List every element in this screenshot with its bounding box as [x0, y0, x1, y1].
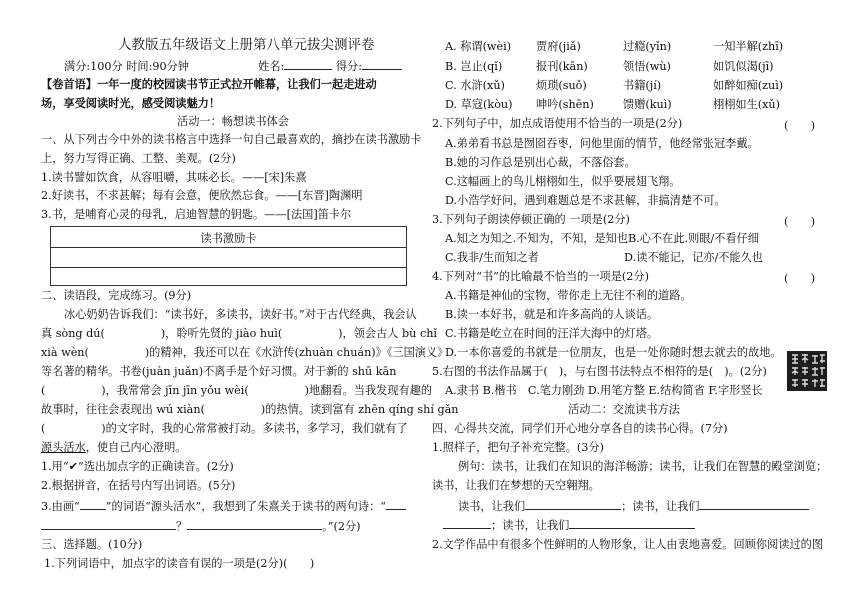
passage-line-6: 故事时，往往会表现出 wú xiàn( )的热情。读到富有 zhēn qíng shí gǎn: [41, 403, 459, 416]
right-q2-d: D.小浩学好问，遇到难题总是不求甚解，非搞清楚不可。: [445, 194, 726, 207]
passage-line-1: 冰心奶奶告诉我们：“读书好，多读书，读好书。”对于古代经典，我会认: [64, 308, 417, 321]
option-a-3: 过瘾(yǐn): [623, 40, 672, 53]
sub1-suffix: ”选出加点字的正确读音。(2分): [77, 460, 234, 473]
grade-field[interactable]: [362, 58, 402, 70]
option-a: [445, 40, 511, 54]
fill-blank-4[interactable]: [569, 517, 695, 529]
right-q4-d: D.一本你喜爱的书就是一位朋友，也是一处你随时想去就去的故地。: [445, 346, 782, 359]
preface-line-1: [41, 77, 377, 91]
fill-line-2: [443, 517, 695, 533]
reading-motivation-card: [50, 226, 407, 286]
right-q3-ab: A.知之为知之.不知为，不知，是知也B.心不在此.则眼/不看仔细: [445, 232, 759, 245]
exam-meta: [64, 58, 402, 74]
quote-3: 3.书，是哺育心灵的母乳，启迪智慧的钥匙。——[法国]笛卡尔: [41, 208, 352, 221]
card-line: [51, 247, 406, 248]
q4-heading: 四、心得共交流，同学们开心地分享各自的读书心得。(7分): [432, 422, 728, 435]
underlined-phrase: 源头活水: [41, 441, 86, 454]
right-q5-options: A.隶书 B.楷书 C.笔力刚劲 D.用笔方整 E.结构简省 F.字形竖长: [445, 384, 763, 397]
fill-2-label: ；读书，让我们: [621, 500, 700, 513]
fill-line-1: [458, 498, 809, 514]
grade-label: 得分:: [335, 60, 362, 73]
option-d-2: 呻吟(shēn): [536, 98, 594, 111]
sub3-text: ”的词语“源头活水”，我想到了朱熹关于读书的两句诗：“: [105, 500, 386, 513]
option-c-1: C. 水浒(xǔ): [445, 79, 505, 92]
right-q4-b: B.读一本好书，就是和许多高尚的人谈话。: [445, 308, 659, 321]
q2-sub-3: [41, 498, 406, 514]
right-q2: 2.下列句子中，加点成语使用不恰当的一项是(2分): [432, 117, 683, 130]
poem-blank-1[interactable]: [386, 498, 406, 510]
sub1-prefix: 1.用“: [41, 460, 69, 473]
quote-1: 1.读书譬如饮食，从容咀嚼，其味必长。——[宋]朱熹: [41, 171, 307, 184]
activity-2-heading: 活动二：交流读书方法: [568, 403, 680, 416]
q4-sub-1: 1.照样子，把句子补充完整。(3分): [432, 441, 604, 454]
poem-blank-3[interactable]: [187, 518, 322, 530]
right-q3-d: D.读不能记，记亦/不能久也: [624, 251, 763, 264]
answer-paren-q2[interactable]: ( ): [784, 119, 816, 132]
option-d-3: 馈赠(kuì): [623, 98, 672, 111]
sub3-prefix: 3.由画“: [41, 500, 80, 513]
option-c-3: 书籍(jí): [623, 79, 662, 92]
answer-paren-q3[interactable]: ( ): [784, 215, 816, 228]
right-q4: 4.下列对“书”的比喻最不恰当的一项是(2分): [432, 270, 649, 283]
right-q4-c: C.书籍是屹立在时间的汪洋大海中的灯塔。: [445, 327, 659, 340]
card-title: 读书激励卡: [200, 232, 257, 245]
q3-sub-1: 1.下列词语中，加点字的读音有误的一项是(2分)( ): [44, 557, 315, 570]
option-d-4: 栩栩如生(xǔ): [713, 98, 780, 111]
q1-line-2: 上，努力写得正确、工整、美观。(2分): [41, 152, 236, 165]
option-b-4: 如饥似渴(jī): [713, 60, 774, 73]
right-q5: 5.右图的书法作品属于( )，与右图书法特点不相符的是( )。(2分): [432, 365, 767, 378]
preface-text: 一年一度的校园读书节正式拉开帷幕，让我们一起走进动: [96, 77, 377, 91]
right-q2-a: A.弟弟看书总是囫囵吞枣，问他里面的情节，他经常张冠李戴。: [445, 137, 759, 150]
q2-sub-2: 2.根据拼音，在括号内写出词语。(5分): [41, 479, 236, 492]
q1-line-1: 一、从下列古今中外的读书格言中选择一句自己最喜欢的，摘抄在读书激励卡: [41, 133, 422, 146]
calligraphy-image: [787, 351, 827, 391]
question-mark: ？: [176, 520, 188, 533]
option-c-2: 烦琐(suǒ): [536, 79, 587, 92]
passage-line-3: xià wèn( )的精神，我还可以在《水浒传(zhuàn chuán)》《三国演义》: [41, 346, 449, 359]
poem-blank-2[interactable]: [41, 518, 176, 530]
underline-sample: [80, 498, 106, 510]
fill-blank-2[interactable]: [699, 498, 809, 510]
fill-3-label: ；读书，让我们: [491, 519, 570, 532]
check-mark-icon: ✔: [68, 460, 78, 473]
option-d-1: D. 草寇(kòu): [445, 98, 513, 111]
option-b-2: 报刊(kān): [536, 60, 588, 73]
option-a-4: 一知半解(zhī): [713, 40, 784, 53]
passage-line-4: 等名著的精华。书卷(juàn juǎn)不离手是个好习惯。对于新的 shū kān: [41, 365, 397, 378]
preface-line-2: 场，享受阅读时光，感受阅读魅力！: [41, 96, 221, 110]
option-a-2: 贾府(jiǎ): [536, 40, 581, 53]
passage-line-5: ( )，我常常会 jīn jīn yǒu wèi( )地翻看。当我发现有趣的: [41, 384, 433, 397]
name-label: 姓名:: [258, 60, 285, 73]
q2-sub-1: [41, 460, 234, 474]
name-field[interactable]: [284, 58, 332, 70]
passage-line-8: [41, 441, 186, 455]
passage-line-2: 真 sòng dú( )，聆听先贤的 jiào huì( )，领会古人 bù chǐ: [41, 327, 437, 340]
passage-line-7: ( )的文字时，我的心常常被打动。多读书，多学习，我们就有了: [41, 422, 408, 435]
q4-sub-2: 2.文学作品中有很多个性鲜明的人物形象，让人由衷地喜爱。回顾你阅读过的图: [432, 538, 824, 551]
q2-sub-3-line-2: [41, 518, 361, 534]
score-time: 满分:100分 时间:90分钟: [64, 60, 189, 73]
fill-blank-1[interactable]: [525, 498, 621, 510]
fill-blank-3[interactable]: [443, 517, 491, 529]
right-q4-a: A.书籍是神仙的宝物，带你走上无往不利的道路。: [445, 289, 692, 302]
preface-label: 【卷首语】: [41, 77, 97, 91]
option-c-4: 如醉如痴(zuì): [713, 79, 784, 92]
right-q3-c: C.我非/生而知之者: [445, 251, 539, 264]
example-line-1: 例句：读书，让我们在知识的海洋畅游；读书，让我们在智慧的殿堂浏览；: [458, 460, 828, 473]
option-b-1: B. 岂止(qǐ): [445, 60, 503, 73]
right-q2-c: C.这幅画上的鸟儿栩栩如生，似乎要展翅飞翔。: [445, 175, 681, 188]
answer-paren-q4[interactable]: ( ): [784, 272, 816, 285]
example-line-2: 读书，让我们在梦想的天空翱翔。: [432, 479, 600, 492]
option-b-3: 领悟(wù): [623, 60, 671, 73]
fill-1-label: 读书，让我们: [458, 500, 526, 513]
sub3-end: 。”(2分): [322, 520, 361, 533]
activity-1-heading: 活动一：畅想读书体会: [177, 115, 289, 128]
quote-2: 2.好读书，不求甚解；每有会意，便欣然忘食。——[东晋]陶渊明: [41, 189, 363, 202]
page-title: 人教版五年级语文上册第八单元拔尖测评卷: [118, 37, 375, 53]
passage-tail: ，使自己内心澄明。: [85, 441, 187, 454]
right-q3: 3.下列句子朗读停顿正确的 一项是(2分): [432, 213, 630, 226]
q2-heading: 二、读语段，完成练习。(9分): [41, 289, 192, 302]
right-q2-b: B.她的习作总是别出心裁，不落俗套。: [445, 156, 636, 169]
card-line: [51, 267, 406, 268]
q3-heading: 三、选择题。(10分): [41, 538, 143, 551]
option-a-1: A. 称谓(wèi): [445, 40, 512, 53]
